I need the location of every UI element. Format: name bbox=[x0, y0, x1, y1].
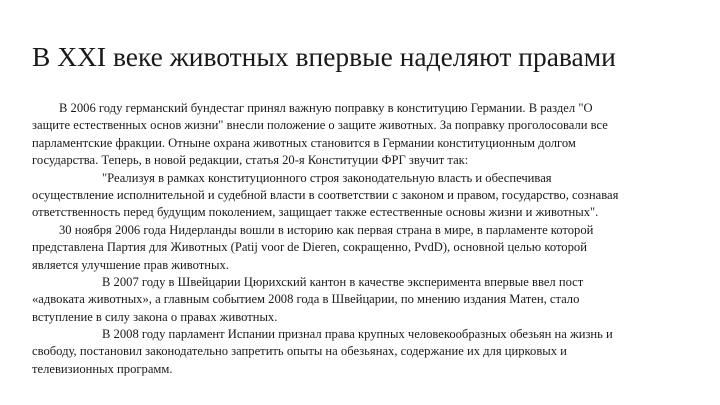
text-line: телевизионных программ. bbox=[32, 361, 173, 376]
text-line: «адвоката животных», а главным событием 2008 года в Швейцарии, по мнению издания Матен, стало bbox=[32, 292, 580, 307]
text-line: свободу, постановил законодательно запретить опыты на обезьянах, содержание их для цирковых и bbox=[32, 344, 567, 359]
quote-line: "Реализуя в рамках конституционного строя законодательную власть и обеспечивая bbox=[102, 170, 552, 185]
text-line: защите естественных основ жизни" внесли положение о защите животных. За поправку проголосовали все bbox=[32, 118, 608, 133]
slide-title: В XXI веке животных впервые наделяют правами bbox=[32, 41, 616, 72]
slide-body-text bbox=[32, 100, 702, 378]
text-line: представлена Партия для Животных (Patij voor de Dieren, сокращенно, PvdD), основной целью которой bbox=[32, 240, 587, 255]
text-line: вступление в силу закона о правах животных. bbox=[32, 309, 278, 324]
text-line: парламентские фракции. Отныне охрана животных становится в Германии конституционным долгом bbox=[32, 135, 576, 150]
quote-line: ответственность перед будущим поколением, защищает также естественные основы жизни и животных". bbox=[32, 205, 599, 220]
text-line: государства. Теперь, в новой редакции, статья 20-я Конституции ФРГ звучит так: bbox=[32, 153, 469, 168]
text-line: В 2007 году в Швейцарии Цюрихский кантон в качестве эксперимента впервые ввел пост bbox=[102, 274, 584, 289]
text-line: является улучшение прав животных. bbox=[32, 257, 229, 272]
text-line: В 2008 году парламент Испании признал права крупных человекообразных обезьян на жизнь и bbox=[102, 327, 613, 342]
text-line: 30 ноября 2006 года Нидерланды вошли в историю как первая страна в мире, в парламенте которой bbox=[59, 222, 594, 237]
quote-line: осуществление исполнительной и судебной власти в соответствии с законом и правом, государство, сознавая bbox=[32, 187, 619, 202]
text-line: В 2006 году германский бундестаг принял важную поправку в конституцию Германии. В раздел "О bbox=[59, 101, 593, 115]
